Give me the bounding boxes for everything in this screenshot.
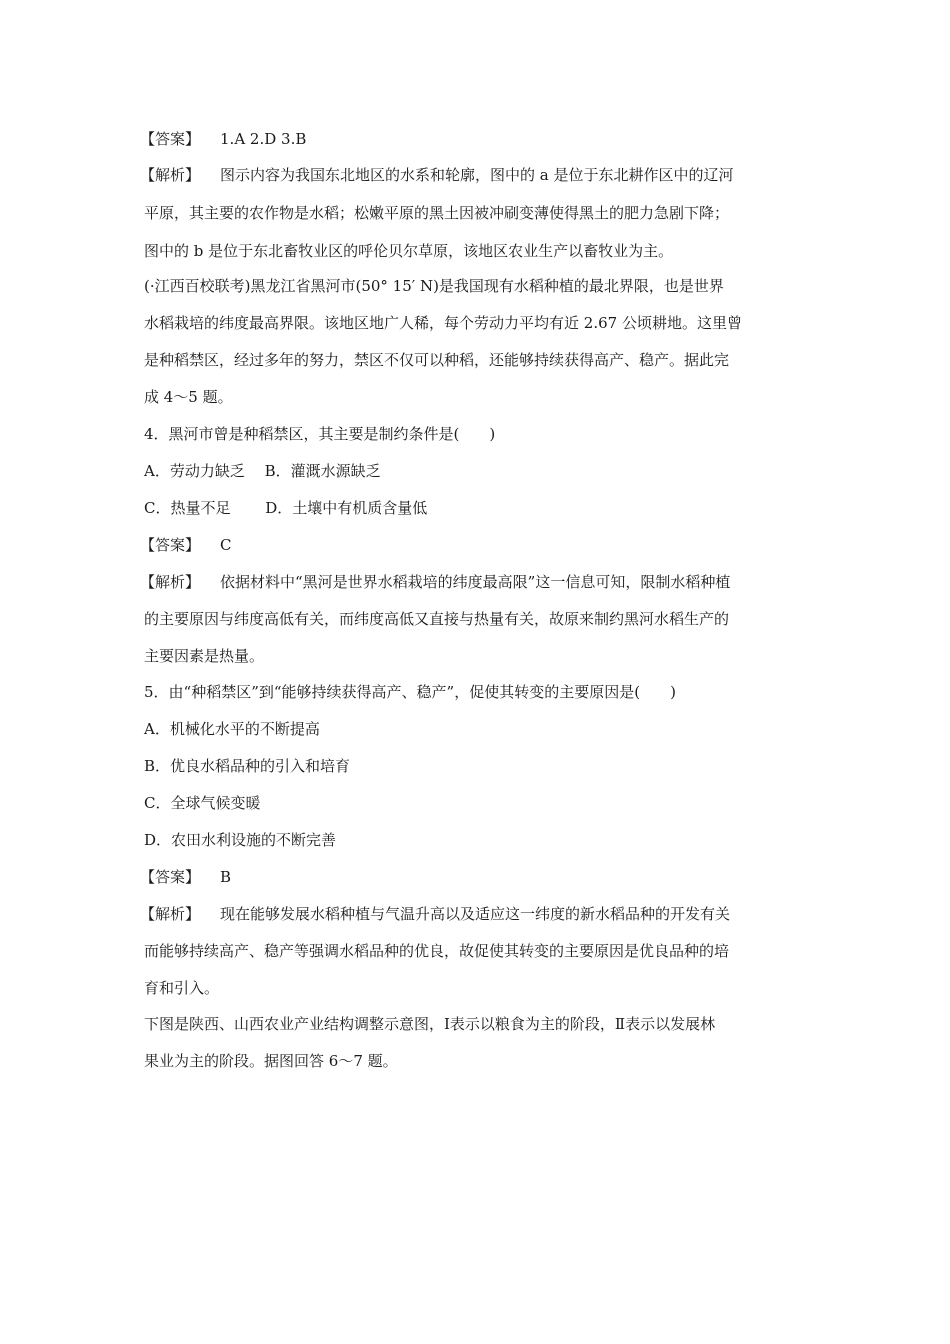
text-line: 主要因素是热量。: [144, 647, 265, 665]
text-line: 的主要原因与纬度高低有关，而纬度高低又直接与热量有关，故原来制约黑河水稻生产的: [144, 610, 730, 628]
answer-tag: 【答案】: [140, 868, 201, 886]
analysis-text: 依据材料中“黑河是世界水稻栽培的纬度最高限”这一信息可知，限制水稻种植: [220, 573, 731, 591]
answer-text: 1.A 2.D 3.B: [220, 130, 307, 148]
answer-text: B: [220, 868, 232, 886]
text-line: 平原，其主要的农作物是水稻；松嫩平原的黑土因被冲刷变薄使得黑土的肥力急剧下降；: [144, 204, 730, 222]
answer-tag: 【答案】: [140, 130, 201, 148]
analysis-tag: 【解析】: [140, 573, 201, 591]
analysis-text: 图示内容为我国东北地区的水系和轮廓，图中的 a 是位于东北耕作区中的辽河: [220, 166, 734, 184]
question-5-option-c: C．全球气候变暖: [144, 794, 261, 812]
answer-line-3: [140, 866, 232, 887]
text-line: 是种稻禁区，经过多年的努力，禁区不仅可以种稻，还能够持续获得高产、稳产。据此完: [144, 351, 730, 369]
text-line: 图中的 b 是位于东北畜牧业区的呼伦贝尔草原，该地区农业生产以畜牧业为主。: [144, 242, 674, 260]
analysis-tag: 【解析】: [140, 166, 201, 184]
question-5-option-b: B．优良水稻品种的引入和培育: [144, 757, 351, 775]
question-4-options-cd: C．热量不足 D．土壤中有机质含量低: [144, 499, 428, 517]
analysis-line-1: [140, 164, 734, 185]
text-line: 而能够持续高产、稳产等强调水稻品种的优良，故促使其转变的主要原因是优良品种的培: [144, 942, 730, 960]
answer-text: C: [220, 536, 232, 554]
analysis-line-3: [140, 903, 731, 924]
analysis-text: 现在能够发展水稻种植与气温升高以及适应这一纬度的新水稻品种的开发有关: [220, 905, 731, 923]
text-line: 下图是陕西、山西农业产业结构调整示意图，Ⅰ表示以粮食为主的阶段，Ⅱ表示以发展林: [144, 1015, 716, 1033]
question-5-option-a: A．机械化水平的不断提高: [144, 720, 320, 738]
text-line: 成 4～5 题。: [144, 388, 233, 406]
question-4: 4．黑河市曾是种稻禁区，其主要是制约条件是( ): [144, 425, 496, 443]
answer-line-1: [140, 128, 307, 149]
analysis-line-2: [140, 571, 731, 592]
answer-tag: 【答案】: [140, 536, 201, 554]
text-line: 育和引入。: [144, 979, 220, 997]
question-5-option-d: D．农田水利设施的不断完善: [144, 831, 337, 849]
answer-line-2: [140, 534, 232, 555]
text-line: 水稻栽培的纬度最高界限。该地区地广人稀，每个劳动力平均有近 2.67 公顷耕地。这里曾: [144, 314, 742, 332]
analysis-tag: 【解析】: [140, 905, 201, 923]
text-line: (·江西百校联考)黑龙江省黑河市(50° 15′ N)是我国现有水稻种植的最北界限，也是世界: [144, 277, 724, 295]
question-5: 5．由“种稻禁区”到“能够持续获得高产、稳产”，促使其转变的主要原因是( ): [144, 683, 676, 701]
question-4-options-ab: A．劳动力缺乏 B．灌溉水源缺乏: [144, 462, 381, 480]
text-line: 果业为主的阶段。据图回答 6～7 题。: [144, 1052, 398, 1070]
